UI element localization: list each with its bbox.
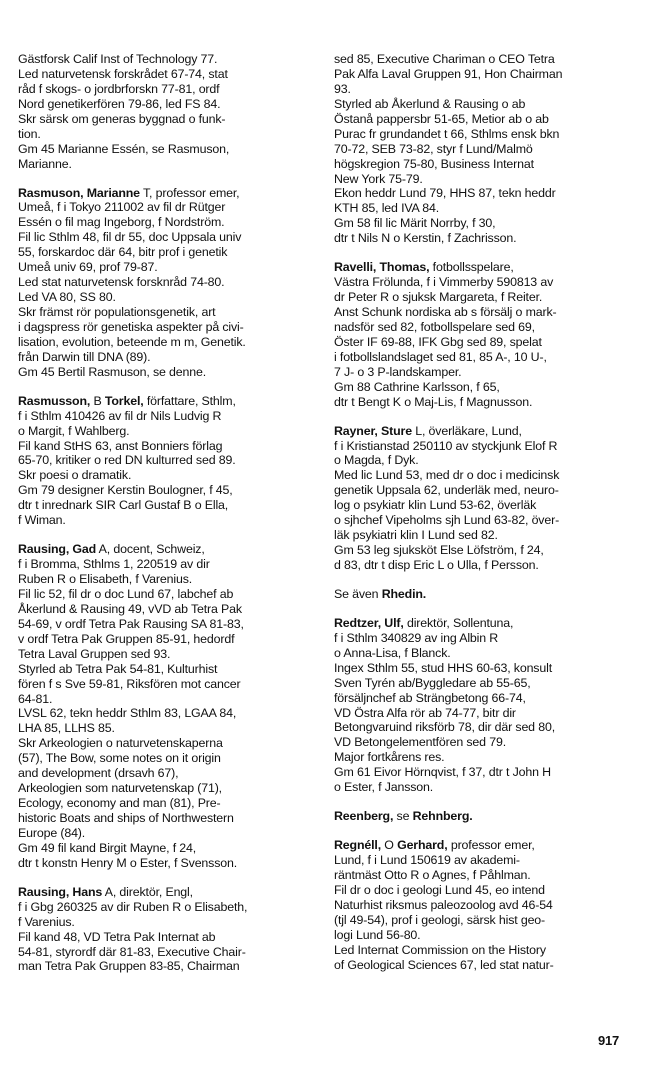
entry-line: Rausing, Hans A, direktör, Engl, <box>18 884 193 899</box>
entry-line: Purac fr grundandet t 66, Sthlms ensk bkn <box>334 126 560 141</box>
entry-line: Styrled ab Åkerlund & Rausing o ab <box>334 96 526 111</box>
entry-line: Fil dr o doc i geologi Lund 45, eo intend <box>334 882 545 897</box>
biography-entry <box>334 52 644 246</box>
entry-line: of Geological Sciences 67, led stat natur- <box>334 957 554 972</box>
entry-line: i dagspress rör genetiska aspekter på civi- <box>18 319 244 334</box>
entry-line: Marianne. <box>18 156 72 171</box>
entry-line: LVSL 62, tekn heddr Sthlm 83, LGAA 84, <box>18 706 237 721</box>
entry-line: logi Lund 56-80. <box>334 927 421 942</box>
entry-line: Gm 53 leg sjuksköt Else Löfström, f 24, <box>334 543 544 558</box>
entry-line: f i Gbg 260325 av dir Ruben R o Elisabeth, <box>18 899 248 914</box>
entry-line: f i Sthlm 340829 av ing Albin R <box>334 630 499 645</box>
entry-line: Styrled ab Tetra Pak 54-81, Kulturhist <box>18 661 218 676</box>
entry-line: från Darwin till DNA (89). <box>18 349 151 364</box>
entry-line: (tjl 49-54), prof i geologi, särsk hist geo- <box>334 912 546 927</box>
entry-line: Skr främst rör populationsgenetik, art <box>18 305 216 319</box>
entry-line: nadsför sed 82, fotbollspelare sed 69, <box>334 319 535 334</box>
entry-line: 54-69, v ordf Tetra Pak Rausing SA 81-83, <box>18 616 244 631</box>
entry-line: dtr t konstn Henry M o Ester, f Svensson. <box>18 855 238 870</box>
biography-entry <box>18 542 318 871</box>
entry-line: Västra Frölunda, f i Vimmerby 590813 av <box>334 275 554 290</box>
page-number: 917 <box>598 1033 620 1048</box>
entry-line: log o psykiatr klin Lund 53-62, överläk <box>334 498 537 513</box>
entry-line: f i Bromma, Sthlms 1, 220519 av dir <box>18 557 210 572</box>
entry-line: råd f skogs- o jordbrforskn 77-81, ordf <box>18 81 220 96</box>
entry-line: Gm 79 designer Kerstin Boulogner, f 45, <box>18 483 233 498</box>
entry-line: 70-72, SEB 73-82, styr f Lund/Malmö <box>334 141 533 156</box>
entry-line: Rayner, Sture L, överläkare, Lund, <box>334 423 522 438</box>
entry-line: lisation, evolution, beteende m m, Genetik. <box>18 334 246 349</box>
entry-line: Åkerlund & Rausing 49, vVD ab Tetra Pak <box>18 601 242 616</box>
right-column <box>334 52 644 987</box>
entry-line: Ingex Sthlm 55, stud HHS 60-63, konsult <box>334 660 552 675</box>
biography-entry <box>334 424 644 573</box>
biography-entry <box>334 587 644 602</box>
entry-line: dtr t Bengt K o Maj-Lis, f Magnusson. <box>334 394 533 409</box>
entry-line: f Wiman. <box>18 513 66 528</box>
entry-line: Led stat naturvetensk forsknråd 74-80. <box>18 275 225 290</box>
entry-line: Fil lic Sthlm 48, fil dr 55, doc Uppsala univ <box>18 230 242 245</box>
entry-line: Gm 61 Eivor Hörnqvist, f 37, dtr t John H <box>334 765 551 780</box>
entry-line: dr Peter R o sjuksk Margareta, f Reiter. <box>334 290 543 305</box>
entry-line: Skr poesi o dramatik. <box>18 468 132 483</box>
entry-line: dtr t Nils N o Kerstin, f Zachrisson. <box>334 231 517 246</box>
biography-entry <box>18 885 318 975</box>
entry-line: Umeå, f i Tokyo 211002 av fil dr Rütger <box>18 200 226 215</box>
entry-line: läk psykiatri klin I Lund sed 82. <box>334 528 498 543</box>
entry-line: Gm 58 fil lic Märit Norrby, f 30, <box>334 216 496 231</box>
entry-line: Ruben R o Elisabeth, f Varenius. <box>18 572 193 586</box>
entry-line: Gm 88 Cathrine Karlsson, f 65, <box>334 379 500 394</box>
entry-line: Östanå pappersbr 51-65, Metior ab o ab <box>334 111 549 126</box>
entry-line: Europe (84). <box>18 825 86 840</box>
entry-line: f Varenius. <box>18 914 75 929</box>
entry-line: Regnéll, O Gerhard, professor emer, <box>334 838 535 853</box>
entry-line: Fil kand StHS 63, anst Bonniers förlag <box>18 438 223 453</box>
entry-line: Nord genetikerfören 79-86, led FS 84. <box>18 96 221 111</box>
entry-line: räntmäst Otto R o Agnes, f Påhlman. <box>334 867 531 882</box>
entry-line: Fil lic 52, fil dr o doc Lund 67, labchef ab <box>18 586 234 601</box>
entry-line: d 83, dtr t disp Eric L o Ulla, f Persson. <box>334 558 539 572</box>
biography-entry <box>18 186 318 380</box>
entry-line: genetik Uppsala 62, underläk med, neuro- <box>334 483 559 498</box>
biography-entry <box>18 394 318 528</box>
entry-line: and development (drsavh 67), <box>18 766 179 781</box>
entry-line: sed 85, Executive Chariman o CEO Tetra <box>334 52 555 66</box>
entry-line: Ecology, economy and man (81), Pre- <box>18 796 221 811</box>
entry-line: Rasmuson, Marianne T, professor emer, <box>18 185 240 200</box>
left-column <box>18 52 318 988</box>
entry-line: VD Östra Alfa rör ab 74-77, bitr dir <box>334 705 516 720</box>
entry-line: 93. <box>334 81 351 96</box>
entry-line: o Magda, f Dyk. <box>334 453 419 468</box>
entry-line: 55, forskardoc där 64, bitr prof i genetik <box>18 245 228 260</box>
biography-entry <box>334 260 644 409</box>
entry-line: f i Sthlm 410426 av fil dr Nils Ludvig R <box>18 408 222 423</box>
entry-line: f i Kristianstad 250110 av styckjunk Elof R <box>334 438 558 453</box>
entry-line: Med lic Lund 53, med dr o doc i medicinsk <box>334 468 560 483</box>
entry-line: Lund, f i Lund 150619 av akademi- <box>334 853 520 867</box>
entry-line: högskregion 75-80, Business Internat <box>334 156 534 171</box>
entry-line: Essén o fil mag Ingeborg, f Nordström. <box>18 215 225 230</box>
entry-line: KTH 85, led IVA 84. <box>334 201 440 216</box>
biography-entry <box>334 616 644 795</box>
entry-line: dtr t inrednark SIR Carl Gustaf B o Ella, <box>18 498 229 513</box>
entry-line: New York 75-79. <box>334 171 423 186</box>
entry-line: Naturhist riksmus paleozoolog avd 46-54 <box>334 897 553 912</box>
biography-entry <box>334 838 644 972</box>
entry-line: o Anna-Lisa, f Blanck. <box>334 645 451 660</box>
entry-line: Led naturvetensk forskrådet 67-74, stat <box>18 66 228 81</box>
entry-line: Ravelli, Thomas, fotbollsspelare, <box>334 260 514 275</box>
entry-line: historic Boats and ships of Northwestern <box>18 811 234 825</box>
entry-line: Major fortkårens res. <box>334 750 445 765</box>
entry-line: Anst Schunk nordiska ab s försälj o mark- <box>334 305 557 319</box>
entry-line: Pak Alfa Laval Gruppen 91, Hon Chairman <box>334 66 563 81</box>
entry-line: Skr Arkeologien o naturvetenskaperna <box>18 736 223 751</box>
entry-line: v ordf Tetra Pak Gruppen 85-91, hedordf <box>18 631 235 646</box>
entry-line: Arkeologien som naturvetenskap (71), <box>18 781 222 796</box>
entry-line: i fotbollslandslaget sed 81, 85 A-, 10 U-, <box>334 349 547 364</box>
entry-line: Reenberg, se Rehnberg. <box>334 809 473 824</box>
entry-line: Led Internat Commission on the History <box>334 942 546 957</box>
entry-line: man Tetra Pak Gruppen 83-85, Chairman <box>18 959 240 974</box>
entry-line: 7 J- o 3 P-landskamper. <box>334 364 462 379</box>
entry-line: 54-81, styrordf där 81-83, Executive Chair- <box>18 944 246 959</box>
entry-line: Öster IF 69-88, IFK Gbg sed 89, spelat <box>334 334 542 349</box>
entry-line: Umeå univ 69, prof 79-87. <box>18 260 158 275</box>
entry-line: Se även Rhedin. <box>334 586 427 601</box>
biography-entry <box>18 52 318 172</box>
entry-line: tion. <box>18 126 41 141</box>
entry-line: Gästforsk Calif Inst of Technology 77. <box>18 52 218 66</box>
entry-line: Betongvaruind riksförb 78, dir där sed 80, <box>334 720 555 735</box>
entry-line: o Margit, f Wahlberg. <box>18 423 130 438</box>
entry-line: Rasmusson, B Torkel, författare, Sthlm, <box>18 393 236 408</box>
entry-line: Rausing, Gad A, docent, Schweiz, <box>18 542 205 557</box>
entry-line: Sven Tyrén ab/Byggledare ab 55-65, <box>334 675 531 690</box>
biography-entry <box>334 809 644 824</box>
entry-line: 65-70, kritiker o red DN kulturred sed 89. <box>18 453 236 468</box>
entry-line: 64-81. <box>18 691 53 706</box>
entry-line: Gm 45 Marianne Essén, se Rasmuson, <box>18 141 230 156</box>
entry-line: Led VA 80, SS 80. <box>18 290 116 305</box>
entry-line: fören f s Sve 59-81, Riksfören mot cancer <box>18 676 241 691</box>
entry-line: LHA 85, LLHS 85. <box>18 721 115 736</box>
entry-line: Skr särsk om generas byggnad o funk- <box>18 111 226 126</box>
entry-line: Gm 45 Bertil Rasmuson, se denne. <box>18 364 207 379</box>
entry-line: (57), The Bow, some notes on it origin <box>18 751 221 766</box>
entry-line: försäljnchef ab Strängbetong 66-74, <box>334 690 526 705</box>
entry-line: Fil kand 48, VD Tetra Pak Internat ab <box>18 929 216 944</box>
entry-line: Gm 49 fil kand Birgit Mayne, f 24, <box>18 840 197 855</box>
entry-line: o Ester, f Jansson. <box>334 780 434 795</box>
entry-line: Redtzer, Ulf, direktör, Sollentuna, <box>334 615 514 630</box>
entry-line: Ekon heddr Lund 79, HHS 87, tekn heddr <box>334 186 556 201</box>
entry-line: o sjhchef Vipeholms sjh Lund 63-82, över- <box>334 513 560 528</box>
entry-line: VD Betongelementfören sed 79. <box>334 735 506 750</box>
entry-line: Tetra Laval Gruppen sed 93. <box>18 646 171 661</box>
